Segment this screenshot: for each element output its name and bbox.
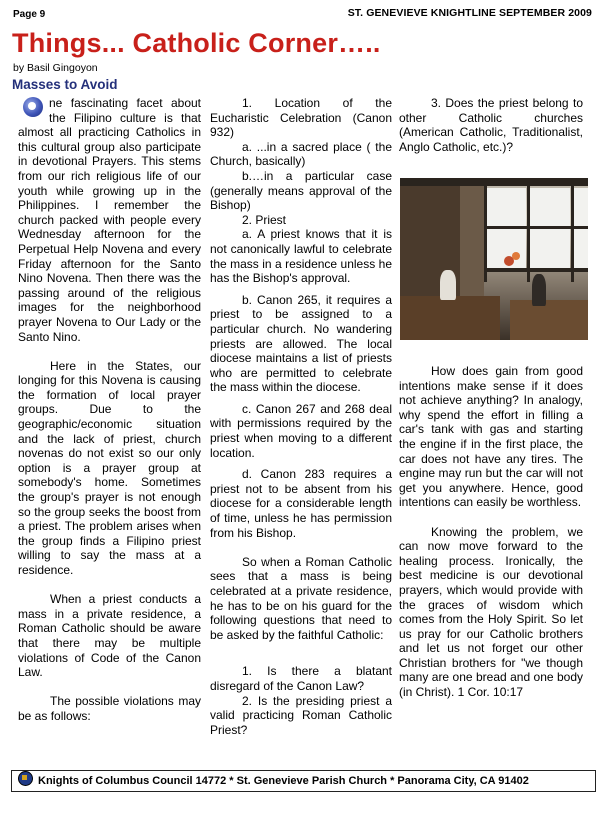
column-2 xyxy=(210,96,392,737)
column-3-continued xyxy=(399,364,583,700)
list-item: b.…in a particular case (generally means approval of the Bishop) xyxy=(210,168,392,213)
page-number: Page 9 xyxy=(13,9,46,20)
paragraph: So when a Roman Catholic sees that a mass is being celebrated at a private residence, he has to be on his guard for the following questions that need to be asked by the faithful Catholic: xyxy=(210,554,392,642)
footer-text: Knights of Columbus Council 14772 * St. Genevieve Parish Church * Panorama City, CA 91402 xyxy=(38,775,529,787)
byline: by Basil Gingoyon xyxy=(13,62,98,74)
question: 3. Does the priest belong to other Catholic churches (American Catholic, Traditionalist, Anglo Catholic, etc.)? xyxy=(399,96,583,154)
church-interior-photo xyxy=(400,178,588,340)
paragraph-text: ne fascinating facet about the Filipino culture is that almost all practicing Catholics in this cultural group also participate in devotional Prayers. This stems from our rich religious life of our youth while growing up in the Philippines. I remember the church packed with people every Wednesday afternoon for the Perpetual Help Novena and every Friday afternoon for the Santo Nino Novena. Then there was the passing around of the religious images for the neighborhood prayer Novena to Our Lady or the Santo Nino. xyxy=(18,96,201,344)
paragraph: How does gain from good intentions make sense if it does not achieve anything? In analogy, why spend the effort in filling a car's tank with gas and starting the engine if in the first place, the car does not have any tires. The engine may run but the car will not get you anywhere. Hence, good intentions can easily be worthless. xyxy=(399,364,583,510)
article-title: Things... Catholic Corner….. xyxy=(12,28,381,58)
drop-cap-o-icon xyxy=(23,97,43,117)
list-item: 1. Location of the Eucharistic Celebration (Canon 932) xyxy=(210,96,392,140)
list-item: d. Canon 283 requires a priest not to be absent from his diocese for a considerable length of time, unless he has permission from his Bishop. xyxy=(210,467,392,540)
question: 1. Is there a blatant disregard of the Canon Law? xyxy=(210,664,392,693)
paragraph: The possible violations may be as follows: xyxy=(18,694,201,723)
paragraph xyxy=(18,96,201,344)
paragraph: Knowing the problem, we can now move forward to the healing process. Ironically, the best medicine is our devotional prayers, which would provide with the graces of wisdom which comes from the Holy Spirit. So let us pray for our Catholic brothers and let us not forget our other Christian brothers for "we though many are one bread and one body (in Christ). 1 Cor. 10:17 xyxy=(399,524,583,700)
article-subhead: Masses to Avoid xyxy=(12,77,118,92)
list-item: a. A priest knows that it is not canonically lawful to celebrate the mass in a residence unless he has the Bishop's approval. xyxy=(210,227,392,286)
list-item: c. Canon 267 and 268 deal with permissions required by the priest when moving to a different location. xyxy=(210,401,392,460)
column-3 xyxy=(399,96,583,154)
publication-header: ST. GENEVIEVE KNIGHTLINE SEPTEMBER 2009 xyxy=(347,7,592,19)
list-item: a. ...in a sacred place ( the Church, basically) xyxy=(210,139,392,169)
list-item: b. Canon 265, it requires a priest to be assigned to a particular church. No wandering priests are allowed. The local diocese maintains a list of priests who are permitted to celebrate the mass within the diocese. xyxy=(210,292,392,395)
question: 2. Is the presiding priest a valid practicing Roman Catholic Priest? xyxy=(210,693,392,737)
column-1 xyxy=(18,96,201,724)
knights-emblem-icon xyxy=(18,771,33,786)
paragraph: Here in the States, our longing for this Novena is causing the formation of local prayer groups. Due to the geographic/economic situation and the lack of priest, church novenas do not exist so our only option is a prayer group at somebody's home. Sometimes the group's prayer is not enough so the group seeks the boost from a priest. The problem arises when the group finds a Filipino priest willing to say the mass at a residence. xyxy=(18,358,201,577)
footer-banner xyxy=(11,770,596,792)
paragraph: When a priest conducts a mass in a private residence, a Roman Catholic should be aware that there may be multiple violations of Code of the Canon Law. xyxy=(18,592,201,680)
list-item: 2. Priest xyxy=(242,212,287,227)
